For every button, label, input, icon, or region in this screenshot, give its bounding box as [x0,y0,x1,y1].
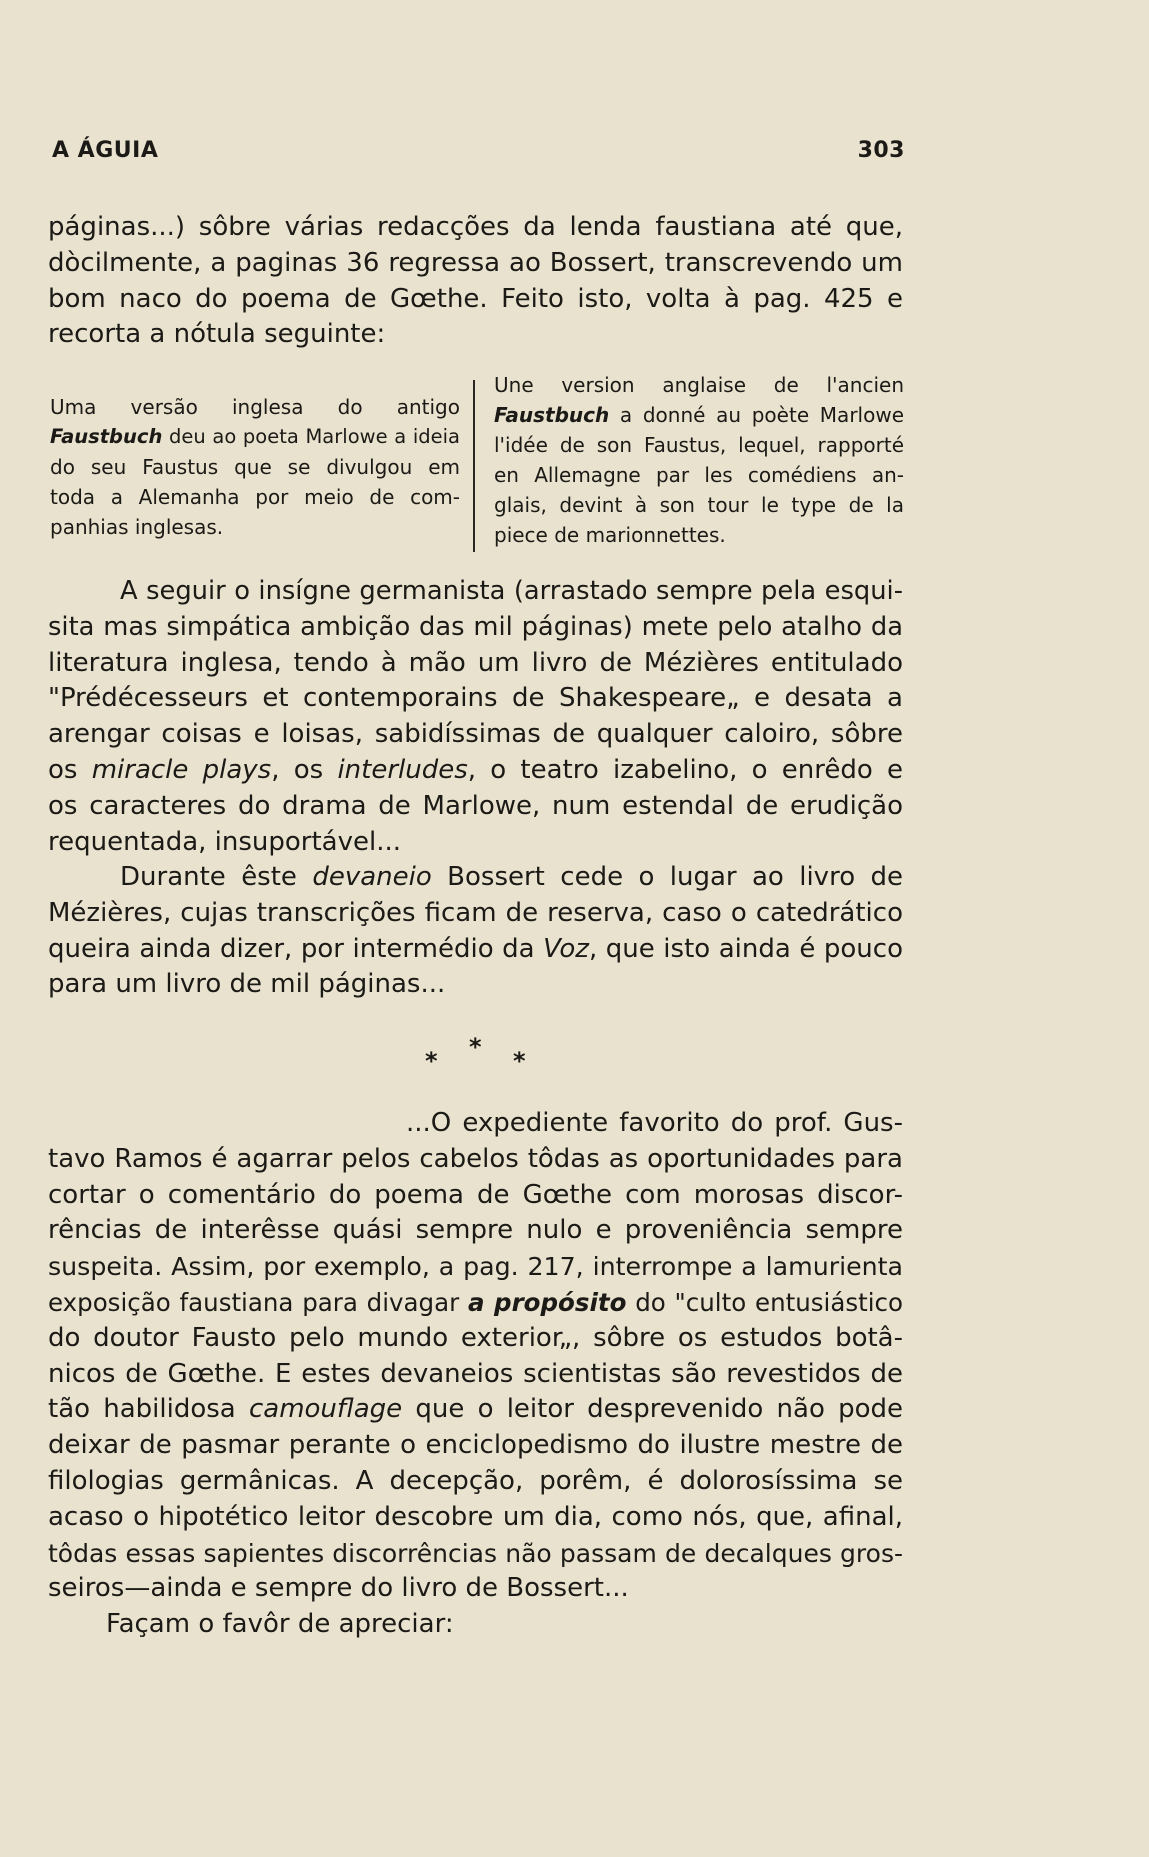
quote-line: panhias inglesas. [50,515,224,539]
text-line: bom naco do poema de Gœthe. Feito isto, volta à pag. 425 e [48,283,903,314]
text-line: os caracteres do drama de Marlowe, num estendal de erudição [48,790,903,821]
text-line: deixar de pasmar perante o enciclopedismo do ilustre mestre de [48,1430,903,1461]
text-line: nicos de Gœthe. E estes devaneios scientistas são revestidos de [48,1358,903,1389]
italic-term: Voz [543,933,589,964]
paragraph-mezieres [48,574,903,860]
quote-book-title: Faustbuch [494,403,610,427]
quote-line-rest: a donné au poète Marlowe [609,403,904,427]
text-line: acaso o hipotético leitor descobre um dia, como nós, que, afinal, [48,1501,903,1532]
italic-term: interludes [337,754,468,785]
quote-line: toda a Alemanha por meio de com- [50,485,460,509]
quote-line: glais, devint à son tour le type de la [494,493,904,517]
text-line: exposição faustiana para divagar a propósito do "culto entusiástico [48,1287,903,1317]
text-line: literatura inglesa, tendo à mão um livro de Mézières entitulado [48,647,903,678]
text-line: rências de interêsse quási sempre nulo e proveniência sempre [48,1215,903,1246]
quote-portuguese [50,392,460,542]
text-line: para um livro de mil páginas... [48,969,446,1000]
italic-term: camouflage [248,1394,403,1425]
quote-line [50,422,460,452]
text-line: requentada, insuportável... [48,826,402,857]
journal-title: A ÁGUIA [52,138,159,163]
paragraph-gustavo-ramos [48,1106,903,1643]
intro-paragraph [48,210,903,353]
quote-line: piece de marionnettes. [494,523,726,547]
asterisk: * [425,1047,438,1075]
text-line: do doutor Fausto pelo mundo exterior„, sôbre os estudos botâ- [48,1322,903,1353]
column-divider [473,380,475,552]
text-line: queira ainda dizer, por intermédio da Voz, que isto ainda é pouco [48,933,903,964]
quote-line [494,400,904,430]
quote-book-title: Faustbuch [50,425,163,448]
text-line: seiros—ainda e sempre do livro de Bossert... [48,1573,629,1604]
text-line: Façam o favôr de apreciar: [106,1609,454,1640]
page-number: 303 [857,138,905,163]
text-line: os miracle plays, os interludes, o teatro izabelino, o enrêdo e [48,754,904,785]
section-separator [425,1033,535,1073]
quote-line: en Allemagne par les comédiens an- [494,463,904,487]
text-line: tôdas essas sapientes discorrências não passam de decalques gros- [48,1538,903,1568]
text-line: recorta a nótula seguinte: [48,319,386,350]
italic-term: miracle plays [91,754,272,785]
quote-french [494,370,904,550]
text-line: páginas...) sôbre várias redacções da lenda faustiana até que, [48,212,903,242]
quote-line: Une version anglaise de l'ancien [494,373,904,397]
page-header [52,138,905,163]
asterisk: * [469,1033,482,1061]
quote-line-rest: deu ao poeta Marlowe a ideia [162,425,460,448]
asterisk: * [513,1047,526,1075]
text-line: tavo Ramos é agarrar pelos cabelos tôdas as oportunidades para [48,1143,903,1174]
italic-term: devaneio [312,862,432,892]
paragraph-devaneio [48,860,903,1003]
text-line: sita mas simpática ambição das mil páginas) mete pelo atalho da [48,611,903,642]
text-line: "Prédécesseurs et contemporains de Shakespeare„ e desata a [48,683,903,714]
text-line: tão habilidosa camouflage que o leitor desprevenido não pode [48,1394,903,1425]
text-line: arengar coisas e loisas, sabidíssimas de qualquer caloiro, sôbre [48,719,903,750]
text-line: suspeita. Assim, por exemplo, a pag. 217, interrompe a lamurienta [48,1252,903,1282]
text-line: filologias germânicas. A decepção, porêm, é dolorosíssima se [48,1465,903,1496]
italic-term: a propósito [467,1287,627,1317]
text-line: Durante êste devaneio Bossert cede o lugar ao livro de [120,862,903,892]
quote-line: Uma versão inglesa do antigo [50,395,460,419]
quote-line: do seu Faustus que se divulgou em [50,455,460,479]
text-line: Mézières, cujas transcrições ficam de reserva, caso o catedrático [48,897,903,928]
text-line: ...O expediente favorito do prof. Gus- [406,1108,903,1138]
text-line: dòcilmente, a paginas 36 regressa ao Bossert, transcrevendo um [48,247,903,278]
text-line: A seguir o insígne germanista (arrastado sempre pela esqui- [120,576,903,606]
text-line: cortar o comentário do poema de Gœthe com morosas discor- [48,1179,903,1210]
quote-line: l'idée de son Faustus, lequel, rapporté [494,433,904,457]
